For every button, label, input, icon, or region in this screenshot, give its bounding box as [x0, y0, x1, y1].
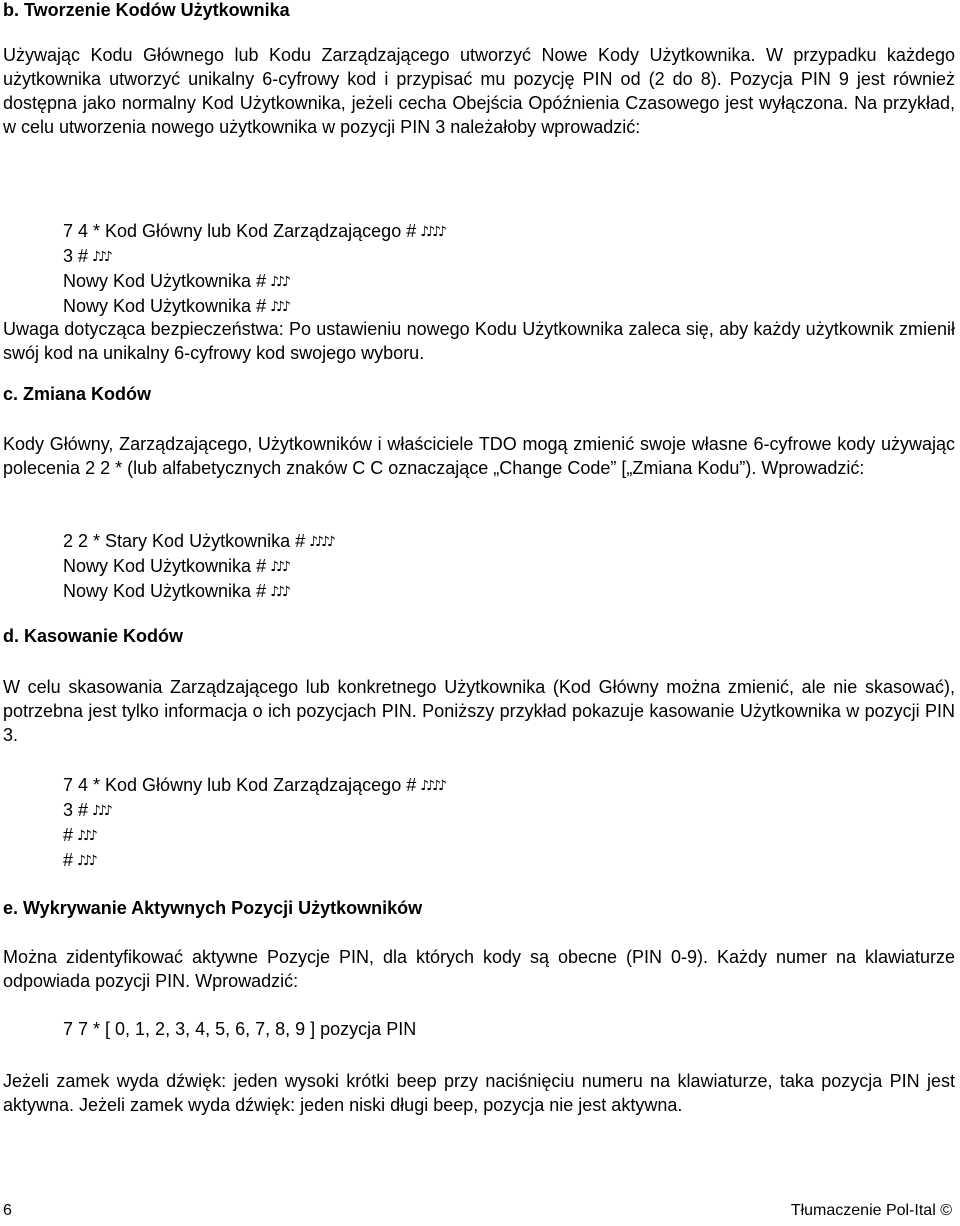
security-note: Uwaga dotycząca bezpieczeństwa: Po ustawieniu nowego Kodu Użytkownika zaleca się, aby każdy użytkownik zmienił swój kod na unikalny 6-cyfrowy kod swojego wyboru. — [3, 319, 955, 363]
section-b-paragraph: Używając Kodu Głównego lub Kodu Zarządzającego utworzyć Nowe Kody Użytkownika. W przypadku każdego użytkownika utworzyć unikalny 6-cyfrowy kod i przypisać mu pozycję PIN od (2 do 8). Pozycja PIN 9 jest również dostępna jako normalny Kod Użytkownika, jeżeli cecha Obejścia Opóźnienia Czasowego jest wyłączona. Na przykład, w celu utworzenia nowego użytkownika w pozycji PIN 3 należałoby wprowadzić: — [3, 45, 955, 137]
key-sequence-text: 2 2 * Stary Kod Użytkownika # — [63, 531, 306, 551]
key-sequence-line — [63, 269, 444, 294]
beep-icon: ♪♪♪ — [270, 274, 288, 290]
section-d-paragraph: W celu skasowania Zarządzającego lub konkretnego Użytkownika (Kod Główny można zmienić, ale nie skasować), potrzebna jest tylko informacja o ich pozycjach PIN. Poniższy przykład pokazuje kasowanie Użytkownika w pozycji PIN 3. — [3, 677, 955, 745]
beep-icon: ♪♪♪ — [92, 249, 110, 265]
beep-icon: ♪♪♪ — [270, 559, 288, 575]
section-d-key-sequence — [3, 773, 444, 873]
beep-icon: ♪♪♪ — [270, 299, 288, 315]
key-sequence-text: 3 # — [63, 246, 89, 266]
section-e-paragraph: Można zidentyfikować aktywne Pozycje PIN, dla których kody są obecne (PIN 0-9). Każdy numer na klawiaturze odpowiada pozycji PIN. Wprowadzić: — [3, 947, 955, 991]
section-b-title: b. Tworzenie Kodów Użytkownika — [3, 0, 290, 20]
key-sequence-line — [63, 773, 444, 798]
beep-icon: ♪♪♪♪ — [420, 778, 444, 794]
translation-credit: Tłumaczenie Pol-Ital © — [790, 1202, 952, 1219]
key-sequence-text: Nowy Kod Użytkownika # — [63, 581, 267, 601]
key-sequence-text: 7 4 * Kod Główny lub Kod Zarządzającego # — [63, 775, 417, 795]
section-e-title: e. Wykrywanie Aktywnych Pozycji Użytkowników — [3, 898, 423, 918]
section-e-result: Jeżeli zamek wyda dźwięk: jeden wysoki krótki beep przy naciśnięciu numeru na klawiaturze, taka pozycja PIN jest aktywna. Jeżeli zamek wyda dźwięk: jeden niski długi beep, pozycja nie jest aktywna. — [3, 1071, 955, 1115]
beep-icon: ♪♪♪ — [77, 828, 95, 844]
key-sequence-text: Nowy Kod Użytkownika # — [63, 296, 267, 316]
key-sequence-line — [63, 219, 444, 244]
key-sequence-text: Nowy Kod Użytkownika # — [63, 271, 267, 291]
key-sequence-line — [63, 529, 333, 554]
section-b-key-sequence — [3, 219, 444, 319]
key-sequence-line — [63, 554, 333, 579]
key-sequence-text: 7 4 * Kod Główny lub Kod Zarządzającego # — [63, 221, 417, 241]
key-sequence-text: 3 # — [63, 800, 89, 820]
section-c-title: c. Zmiana Kodów — [3, 384, 152, 404]
key-sequence-text: Nowy Kod Użytkownika # — [63, 556, 267, 576]
key-sequence-line — [63, 823, 444, 848]
beep-icon: ♪♪♪♪ — [309, 534, 333, 550]
key-sequence-line — [63, 294, 444, 319]
key-sequence-text: # — [63, 825, 74, 845]
section-c-key-sequence — [3, 529, 333, 604]
beep-icon: ♪♪♪♪ — [420, 224, 444, 240]
beep-icon: ♪♪♪ — [92, 803, 110, 819]
key-sequence-line — [63, 848, 444, 873]
section-d-title: d. Kasowanie Kodów — [3, 626, 184, 646]
pin-scan-command: 7 7 * [ 0, 1, 2, 3, 4, 5, 6, 7, 8, 9 ] pozycja PIN — [63, 1019, 417, 1039]
page-number: 6 — [3, 1202, 12, 1219]
section-e-command — [3, 1017, 416, 1041]
beep-icon: ♪♪♪ — [270, 584, 288, 600]
section-c-paragraph: Kody Główny, Zarządzającego, Użytkowników i właściciele TDO mogą zmienić swoje własne 6-cyfrowe kody używając polecenia 2 2 * (lub alfabetycznych znaków C C oznaczające „Change Code” [„Zmiana Kodu”). Wprowadzić: — [3, 434, 955, 478]
key-sequence-line — [63, 579, 333, 604]
key-sequence-text: # — [63, 850, 74, 870]
key-sequence-line — [63, 244, 444, 269]
page-footer — [3, 1200, 952, 1222]
key-sequence-line — [63, 798, 444, 823]
beep-icon: ♪♪♪ — [77, 853, 95, 869]
